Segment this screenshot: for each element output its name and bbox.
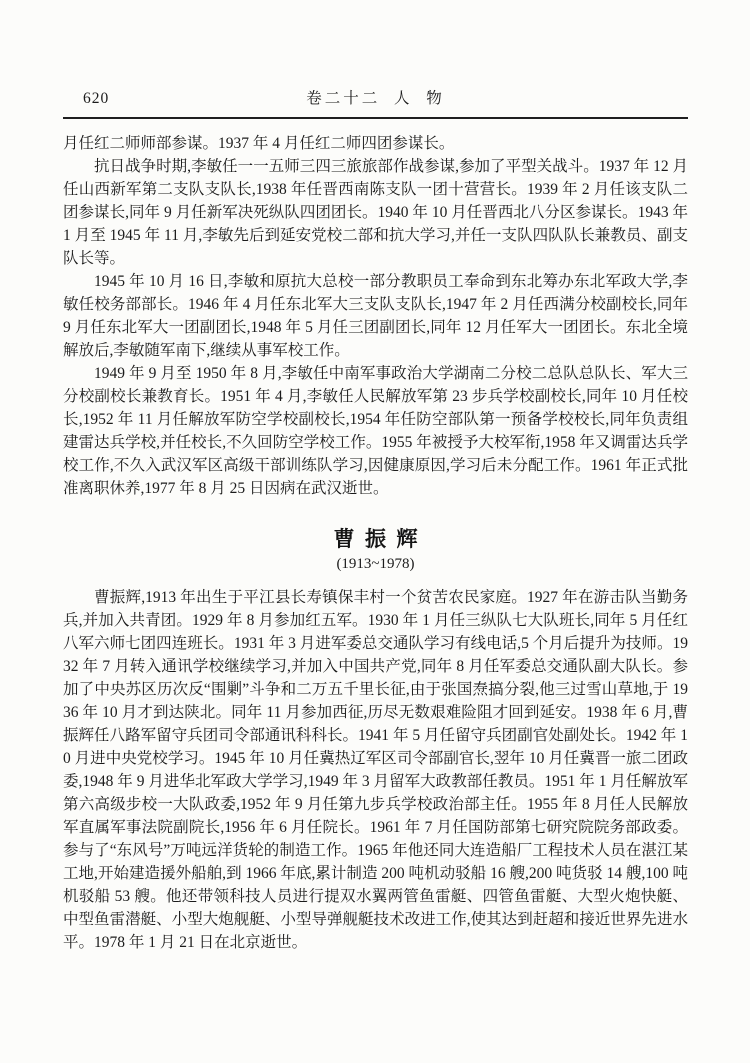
cao-zhenhui-biography-paragraph: 曹振辉,1913 年出生于平江县长寿镇保丰村一个贫苦农民家庭。1927 年在游击队当勤务兵,并加入共青团。1929 年 8 月参加红五军。1930 年 1 月任三纵队七大队班长,同年 5 月任红八军六师七团四连班长。1931 年 3 月进军委总交通队学习有线电话,5 个月后提升为技师。1932 年 7 月转入通讯学校继续学习,并加入中国共产党,同年 8 月任军委总交通队副大队长。参加了中央苏区历次反“围剿”斗争和二万五千里长征,由于张国焘搞分裂,他三过雪山草地,于 1936 年 10 月才到达陕北。同年 11 月参加西征,历尽无数艰难险阻才回到延安。1938 年 6 月,曹振辉任八路军留守兵团司令部通讯科科长。1941 年 5 月任留守兵团副官处副处长。1942 年 10 月进中央党校学习。1945 年 10 月任冀热辽军区司令部副官长,翌年 10 月任冀晋一旅二团政委,1948 年 9 月进华北军政大学学习,1949 年 3 月留军大政教部任教员。1951 年 1 月任解放军第六高级步校一大队政委,1952 年 9 月任第九步兵学校政治部主任。1955 年 8 月任人民解放军直属军事法院副院长,1956 年 6 月任院长。1961 年 7 月任国防部第七研究院院务部政委。参与了“东风号”万吨远洋货轮的制造工作。1965 年他还同大连造船厂工程技术人员在湛江某工地,开始建造援外船舶,到 1966 年底,累计制造 200 吨机动驳船 16 艘,200 吨货驳 14 艘,100 吨机驳船 53 艘。他还带领科技人员进行提双水翼两管鱼雷艇、四管鱼雷艇、大型火炮快艇、中型鱼雷潜艇、小型大炮舰艇、小型导弹舰艇技术改进工作,使其达到赶超和接近世界先进水平。1978 年 1 月 21 日在北京逝世。 bbox=[63, 589, 688, 951]
page-number: 620 bbox=[83, 90, 110, 107]
header-rule bbox=[63, 117, 688, 119]
entry-life-years: (1913~1978) bbox=[336, 556, 415, 572]
li-min-paragraph-northeast: 1945 年 10 月 16 日,李敏和原抗大总校一部分教职员工奉命到东北筹办东北军政大学,李敏任校务部部长。1946 年 4 月任东北军大三支队支队长,1947 年 2 月任西满分校副校长,同年 9 月任东北军大一团副团长,1948 年 5 月任三团副团长,同年 12 月任军大一团团长。东北全境解放后,李敏随军南下,继续从事军校工作。 bbox=[63, 273, 688, 359]
li-min-paragraph-later-life: 1949 年 9 月至 1950 年 8 月,李敏任中南军事政治大学湖南二分校二总队总队长、军大三分校副校长兼教育长。1951 年 4 月,李敏任人民解放军第 23 步兵学校副校长,同年 10 月任校长,1952 年 11 月任解放军防空学校副校长,1954 年任防空部队第一预备学校校长,同年负责组建雷达兵学校,并任校长,不久回防空学校工作。1955 年被授予大校军衔,1958 年又调雷达兵学校工作,不久入武汉军区高级干部训练队学习,因健康原因,学习后未分配工作。1961 年正式批准离职休养,1977 年 8 月 25 日因病在武汉逝世。 bbox=[63, 365, 688, 497]
li-min-paragraph-anti-japanese-war: 抗日战争时期,李敏任一一五师三四三旅旅部作战参谋,参加了平型关战斗。1937 年 12 月任山西新军第二支队支队长,1938 年任晋西南陈支队一团十营营长。1939 年 2 月任该支队二团参谋长,同年 9 月任新军决死纵队四团团长。1940 年 10 月任晋西北八分区参谋长。1943 年 1 月至 1945 年 11 月,李敏先后到延安党校二部和抗大学习,并任一支队四队队长兼教员、副支队长等。 bbox=[63, 158, 688, 267]
entry-li-min-continuation bbox=[63, 132, 688, 500]
running-header-title: 卷二十二 人 物 bbox=[306, 90, 445, 107]
li-min-paragraph-continuation: 月任红二师师部参谋。1937 年 4 月任红二师四团参谋长。 bbox=[63, 135, 455, 152]
page-body bbox=[63, 132, 688, 954]
entry-cao-zhenhui bbox=[63, 523, 688, 954]
running-header bbox=[63, 88, 688, 110]
entry-name-heading: 曹 振 辉 bbox=[333, 527, 418, 551]
